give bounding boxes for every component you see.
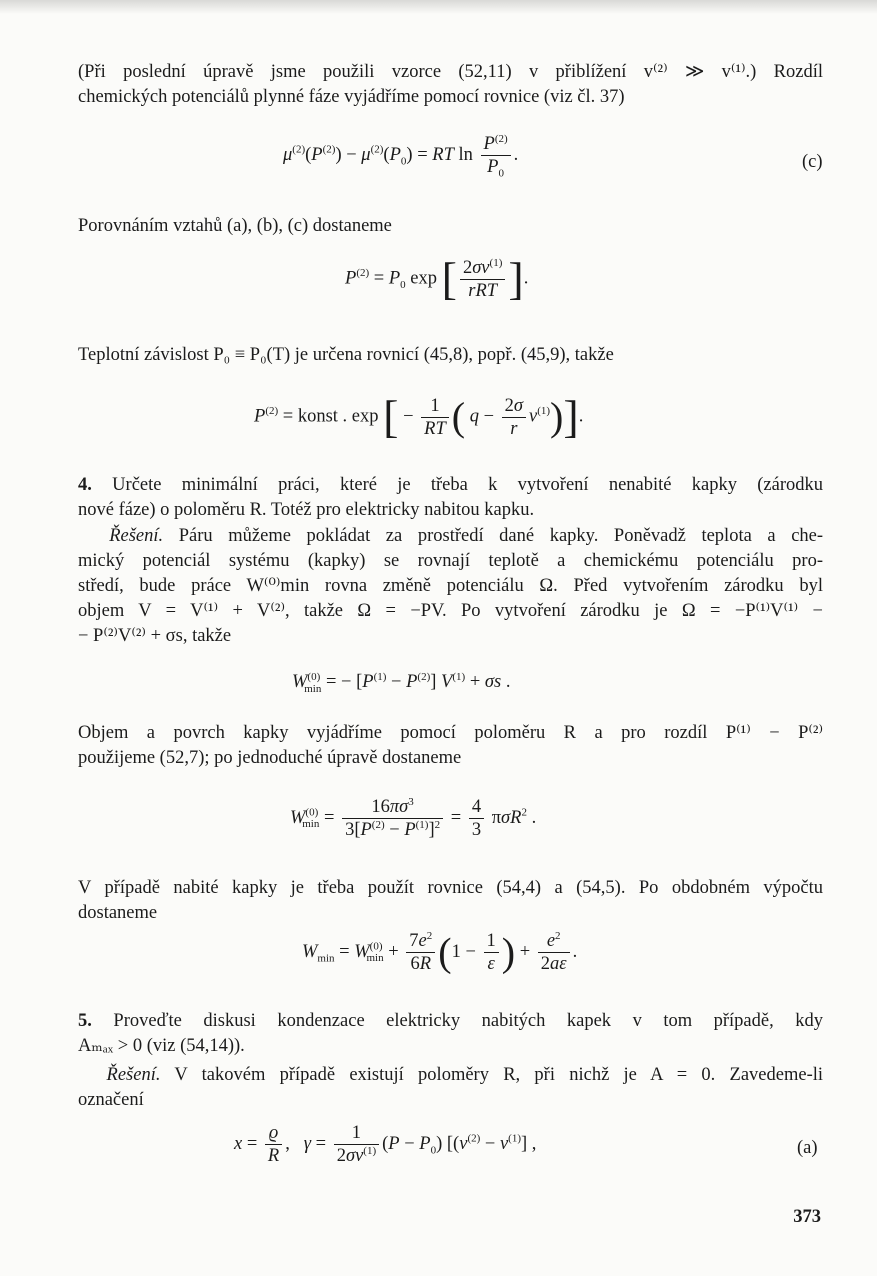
- paragraph-9: [78, 1063, 823, 1113]
- paragraph-6: [78, 721, 823, 771]
- p1-line-2: chemických potenciálů plynné fáze vyjádříme pomocí rovnice (viz čl. 37): [78, 87, 625, 107]
- paragraph-3: [78, 343, 823, 368]
- equation-wmin-charged: $W_{min} = W^{(0)}_{min}$ + $\frac{7e^2}{6R}$ (1 − $\frac{1}{\varepsilon}$ ) + $\frac{e^2}{2a\varepsilon}$ .: [302, 929, 578, 975]
- equation-a: x = $\frac{ϱ}{R}$ , γ = $\frac{1}{2\sigma v^{(1)}}$ $(P - P_0)$ [$(v^{(2)} - v^{(1)}]$ ,: [234, 1123, 537, 1166]
- paragraph-7: [78, 876, 823, 926]
- equation-c-label: (c): [802, 152, 823, 172]
- p5-line-2: mický potenciál systému (kapky) se rovnají teplotě a chemickému potenciálu pro-: [78, 551, 823, 571]
- p5-line-1: Řešení. Páru můžeme pokládat za prostředí dané kapky. Poněvadž teplota a che-: [109, 526, 824, 546]
- paragraph-1: [78, 60, 823, 110]
- p3-line-1: Teplotní závislost P₀ ≡ P₀(T) je určena rovnicí (45,8), popř. (45,9), takže: [78, 345, 614, 365]
- equation-c: $\mu^{(2)}(P^{(2)}) - \mu^{(2)}(P_0)$ = RT ln $\frac{P^{(2)}}{P_0}$ .: [283, 132, 519, 180]
- p8-line-1: 5. Proveďte diskusi kondenzace elektricky nabitých kapek v tom případě, kdy: [78, 1011, 823, 1031]
- p6-line-2: použijeme (52,7); po jednoduché úpravě dostaneme: [78, 748, 462, 768]
- page-number: 373: [793, 1207, 821, 1227]
- p6-line-1: Objem a povrch kapky vyjádříme pomocí poloměru R a pro rozdíl P⁽¹⁾ − P⁽²⁾: [78, 723, 823, 743]
- p5-line-3: středí, bude práce W⁽⁰⁾min rovna změně potenciálu Ω. Před vytvořením zárodku byl: [78, 576, 823, 596]
- paragraph-4: [78, 473, 823, 523]
- p5-line-5: − P⁽²⁾V⁽²⁾ + σs, takže: [78, 626, 232, 646]
- p9-line-1: Řešení. V takovém případě existují poloměry R, při nichž je A = 0. Zavedeme-li: [106, 1065, 824, 1085]
- equation-a-label: (a): [797, 1138, 818, 1158]
- equation-wmin: $W^{(0)}_{min}$ = − $[P^{(1)} - P^{(2)}] V^{(1)} + \sigma s$ .: [292, 670, 511, 695]
- paragraph-5: [78, 524, 823, 649]
- p4-line-2: nové fáze) o poloměru R. Totéž pro elektricky nabitou kapku.: [78, 500, 535, 520]
- page-edge-shadow: [0, 0, 877, 14]
- p4-line-1: 4. Určete minimální práci, které je třeba k vytvoření nenabité kapky (zárodku: [78, 475, 824, 495]
- problem-number-5: 5.: [78, 1011, 92, 1031]
- solution-label: Řešení.: [109, 526, 164, 546]
- equation-wmin-result: $W^{(0)}_{min}$ = $\frac{16\pi\sigma^3}{3[P^{(2)} - P^{(1)}]^2}$ = $\frac{4}{3}$ πσR$^2$ .: [290, 795, 537, 840]
- p7-line-2: dostaneme: [78, 903, 158, 923]
- paragraph-8: [78, 1009, 823, 1059]
- p1-line-1: (Při poslední úpravě jsme použili vzorce (52,11) v přiblížení v⁽²⁾ ≫ v⁽¹⁾.) Rozdíl: [78, 62, 823, 82]
- equation-pressure-konst: $P^{(2)}$ = konst . exp [ − $\frac{1}{RT}$ ( q − $\frac{2\sigma}{r}$ $v^{(1)}$)].: [254, 391, 584, 442]
- p7-line-1: V případě nabité kapky je třeba použít rovnice (54,4) a (54,5). Po obdobném výpočtu: [78, 878, 823, 898]
- paragraph-2: [78, 214, 823, 239]
- p9-line-2: označení: [78, 1090, 144, 1110]
- solution-label-2: Řešení.: [106, 1065, 161, 1085]
- p8-line-2: Aₘₐₓ > 0 (viz (54,14)).: [78, 1036, 245, 1056]
- p2-line-1: Porovnáním vztahů (a), (b), (c) dostaneme: [78, 216, 392, 236]
- p5-line-4: objem V = V⁽¹⁾ + V⁽²⁾, takže Ω = −PV. Po vytvoření zárodku je Ω = −P⁽¹⁾V⁽¹⁾ −: [78, 601, 823, 621]
- equation-pressure-exp: $P^{(2)} = P_0$ exp [ $\frac{2\sigma v^{(1)}}{\text{rRT}}$ ].: [345, 253, 529, 304]
- problem-number-4: 4.: [78, 475, 92, 495]
